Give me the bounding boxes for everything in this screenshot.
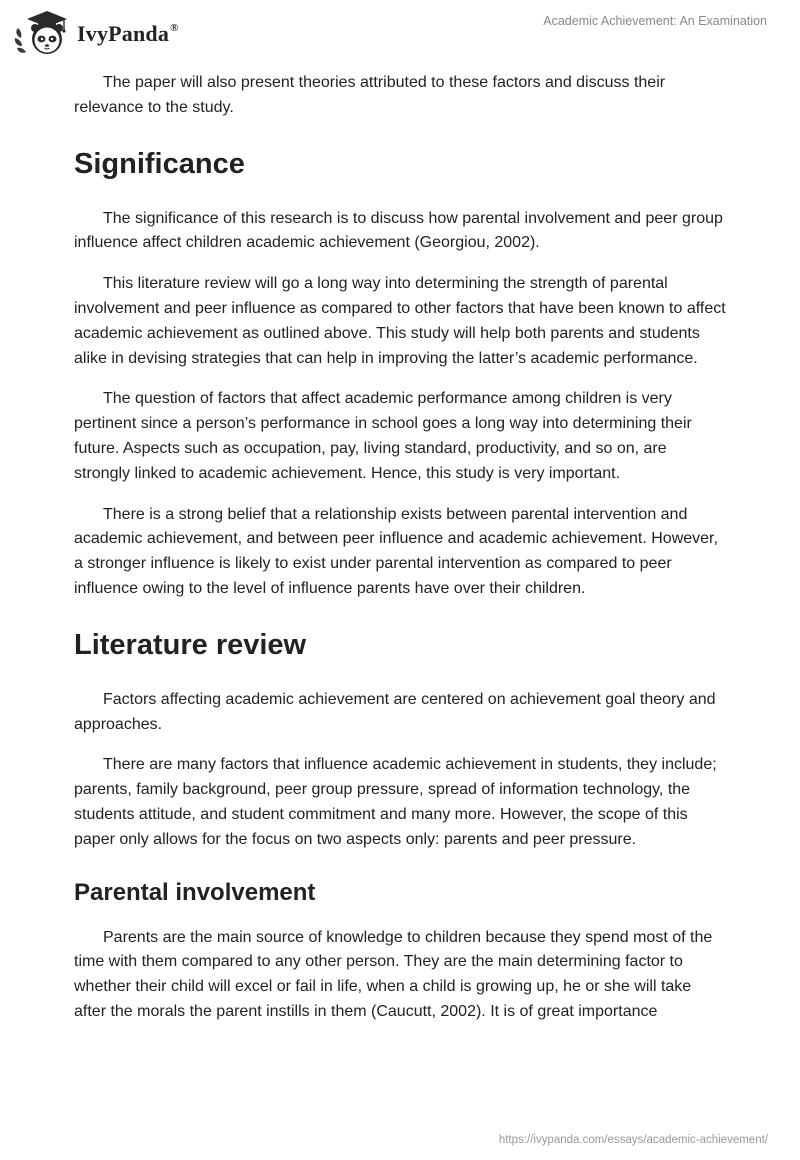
- paragraph: There are many factors that influence academic achievement in students, they include; parents, family background, peer group pressure, spread of information technology, the students attitude, and student commitment and many more. However, the scope of this paper only allows for the focus on two aspects only: parents and peer pressure.: [74, 756, 717, 848]
- ivypanda-logo[interactable]: [14, 8, 179, 58]
- paragraph: The paper will also present theories attributed to these factors and discuss their relevance to the study.: [74, 74, 666, 116]
- paragraph: Parents are the main source of knowledge to children because they spend most of the time with them compared to any other person. They are the main determining factor to whether their child will excel or fail in life, when a child is growing up, he or she will take after the morals the parent instills in them (Caucutt, 2002). It is of great importance: [74, 928, 713, 1020]
- panda-graduation-cap-icon: [14, 8, 72, 58]
- source-url[interactable]: https://ivypanda.com/essays/academic-achievement/: [498, 1134, 768, 1146]
- heading-significance: Significance: [74, 147, 245, 180]
- page-header: [0, 0, 800, 60]
- heading-parental-involvement: Parental involvement: [74, 878, 316, 906]
- paragraph: There is a strong belief that a relationship exists between parental intervention and academic achievement, and between peer influence and academic achievement. However, a stronger influence is likely to exist under parental intervention as compared to peer influence owing to the level of influence parents have over their children.: [74, 505, 718, 597]
- essay-content: [74, 71, 726, 1041]
- paragraph: The significance of this research is to discuss how parental involvement and peer group influence affect children academic achievement (Georgiou, 2002).: [74, 209, 723, 252]
- paragraph: Factors affecting academic achievement are centered on achievement goal theory and approaches.: [74, 690, 716, 733]
- brand-name: IvyPanda®: [77, 21, 179, 46]
- paragraph: The question of factors that affect academic performance among children is very pertinent since a person’s performance in school goes a long way into determining their future. Aspects such as occupation, pay, living standard, productivity, and so on, are strongly linked to academic achievement. Hence, this study is very important.: [74, 390, 692, 482]
- heading-literature-review: Literature review: [74, 628, 307, 661]
- paragraph: This literature review will go a long way into determining the strength of parental involvement and peer influence as compared to other factors that have been known to affect academic achievement as outlined above. This study will help both parents and students alike in devising strategies that can help in improving the latter’s academic performance.: [74, 275, 726, 367]
- document-title: Academic Achievement: An Examination: [543, 14, 767, 28]
